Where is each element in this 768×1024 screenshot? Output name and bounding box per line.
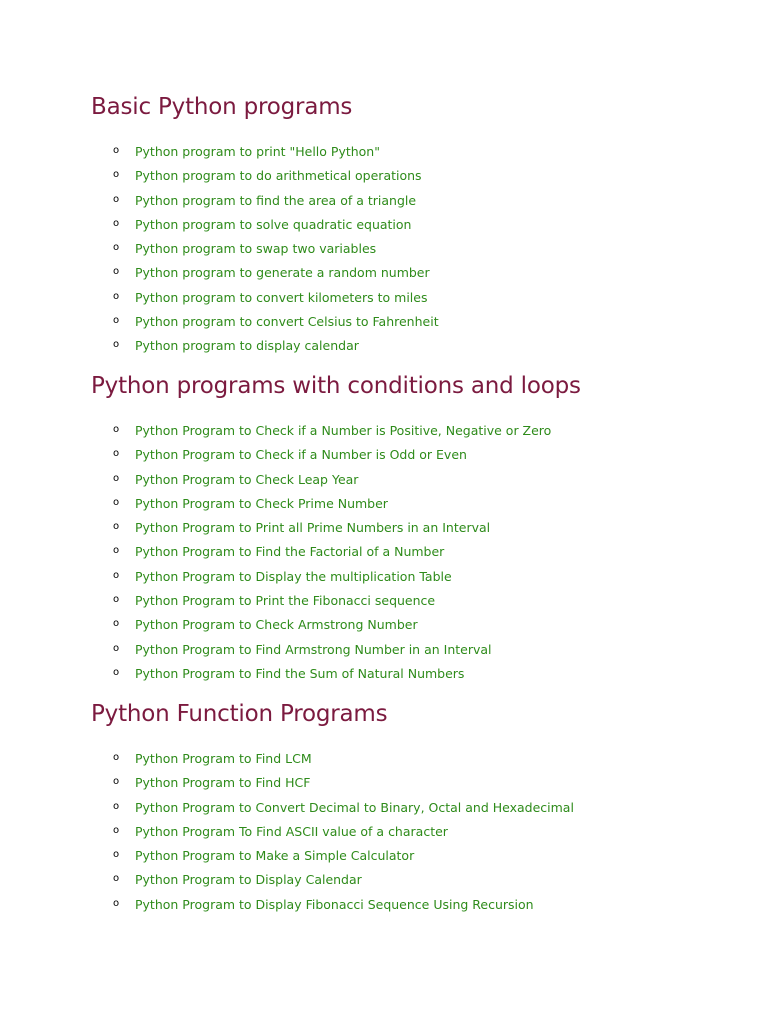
program-link[interactable]: Python Program to Print all Prime Numbers in an Interval xyxy=(135,520,491,536)
bullet-icon: o xyxy=(113,217,120,229)
list-item xyxy=(91,515,751,539)
list-item xyxy=(91,637,751,661)
bullet-icon: o xyxy=(113,424,120,435)
bullet-icon: o xyxy=(113,145,120,156)
section-heading: Basic Python programs xyxy=(91,94,353,120)
program-link[interactable]: Python Program to Check Prime Number xyxy=(135,495,388,511)
list-item xyxy=(91,795,751,819)
bullet-icon: o xyxy=(113,242,120,254)
program-link[interactable]: Python Program to Make a Simple Calculator xyxy=(135,848,415,864)
section-heading: Python Function Programs xyxy=(91,701,388,727)
bullet-icon: o xyxy=(113,642,120,654)
list-item xyxy=(91,661,751,685)
program-link[interactable]: Python Program to Find LCM xyxy=(135,751,312,766)
program-list xyxy=(91,746,751,916)
program-link[interactable]: Python Program to Display the multiplication Table xyxy=(135,568,452,584)
program-link[interactable]: Python Program to Check Leap Year xyxy=(135,471,359,487)
program-link[interactable]: Python Program To Find ASCII value of a character xyxy=(135,823,448,839)
list-item xyxy=(91,236,751,260)
bullet-icon: o xyxy=(113,824,120,836)
bullet-icon: o xyxy=(113,339,120,351)
bullet-icon: o xyxy=(113,193,120,205)
bullet-icon: o xyxy=(113,618,120,630)
list-item xyxy=(91,746,751,770)
program-link[interactable]: Python Program to Find Armstrong Number in an Interval xyxy=(135,641,492,657)
program-link[interactable]: Python Program to Display Calendar xyxy=(135,872,362,888)
program-link[interactable]: Python Program to Display Fibonacci Sequence Using Recursion xyxy=(135,896,534,912)
list-item xyxy=(91,539,751,563)
list-item xyxy=(91,819,751,843)
list-item xyxy=(91,139,751,163)
program-link[interactable]: Python program to display calendar xyxy=(135,338,359,354)
bullet-icon: o xyxy=(113,569,120,581)
program-link[interactable]: Python program to solve quadratic equation xyxy=(135,216,412,232)
list-item xyxy=(91,770,751,794)
section-heading: Python programs with conditions and loops xyxy=(91,373,581,399)
bullet-icon: o xyxy=(113,666,120,678)
list-item xyxy=(91,892,751,916)
program-list xyxy=(91,418,751,685)
list-item xyxy=(91,260,751,284)
bullet-icon: o xyxy=(113,472,120,484)
list-item xyxy=(91,333,751,357)
bullet-icon: o xyxy=(113,776,120,788)
list-item xyxy=(91,867,751,891)
bullet-icon: o xyxy=(113,169,120,181)
list-item xyxy=(91,564,751,588)
program-link[interactable]: Python program to find the area of a triangle xyxy=(135,192,417,208)
program-link[interactable]: Python Program to Check if a Number is Odd or Even xyxy=(135,447,467,463)
section-basic-python-programs xyxy=(91,93,751,358)
list-item xyxy=(91,418,751,442)
bullet-icon: o xyxy=(113,496,120,508)
list-item xyxy=(91,163,751,187)
program-link[interactable]: Python program to convert kilometers to miles xyxy=(135,289,428,305)
program-link[interactable]: Python Program to Check if a Number is Positive, Negative or Zero xyxy=(135,423,552,438)
bullet-icon: o xyxy=(113,290,120,302)
list-item xyxy=(91,188,751,212)
list-item xyxy=(91,588,751,612)
program-link[interactable]: Python program to generate a random number xyxy=(135,265,430,281)
program-link[interactable]: Python Program to Find HCF xyxy=(135,775,311,791)
program-list xyxy=(91,139,751,358)
bullet-icon: o xyxy=(113,897,120,909)
program-link[interactable]: Python program to do arithmetical operations xyxy=(135,168,422,184)
list-item xyxy=(91,442,751,466)
bullet-icon: o xyxy=(113,800,120,812)
program-link[interactable]: Python Program to Find the Sum of Natural Numbers xyxy=(135,665,465,681)
bullet-icon: o xyxy=(113,448,120,460)
program-link[interactable]: Python program to convert Celsius to Fahrenheit xyxy=(135,314,439,330)
bullet-icon: o xyxy=(113,315,120,327)
list-item xyxy=(91,843,751,867)
program-link[interactable]: Python Program to Find the Factorial of a Number xyxy=(135,544,445,560)
section-conditions-and-loops xyxy=(91,372,751,685)
program-link[interactable]: Python program to print "Hello Python" xyxy=(135,144,380,159)
bullet-icon: o xyxy=(113,545,120,557)
bullet-icon: o xyxy=(113,594,120,606)
list-item xyxy=(91,309,751,333)
list-item xyxy=(91,612,751,636)
bullet-icon: o xyxy=(113,849,120,861)
program-link[interactable]: Python Program to Print the Fibonacci sequence xyxy=(135,593,436,609)
list-item xyxy=(91,491,751,515)
list-item xyxy=(91,467,751,491)
list-item xyxy=(91,285,751,309)
section-function-programs xyxy=(91,700,751,916)
program-link[interactable]: Python program to swap two variables xyxy=(135,241,377,257)
program-link[interactable]: Python Program to Convert Decimal to Binary, Octal and Hexadecimal xyxy=(135,799,574,815)
list-item xyxy=(91,212,751,236)
program-link[interactable]: Python Program to Check Armstrong Number xyxy=(135,617,418,633)
bullet-icon: o xyxy=(113,521,120,533)
bullet-icon: o xyxy=(113,873,120,885)
bullet-icon: o xyxy=(113,266,120,278)
bullet-icon: o xyxy=(113,752,120,763)
